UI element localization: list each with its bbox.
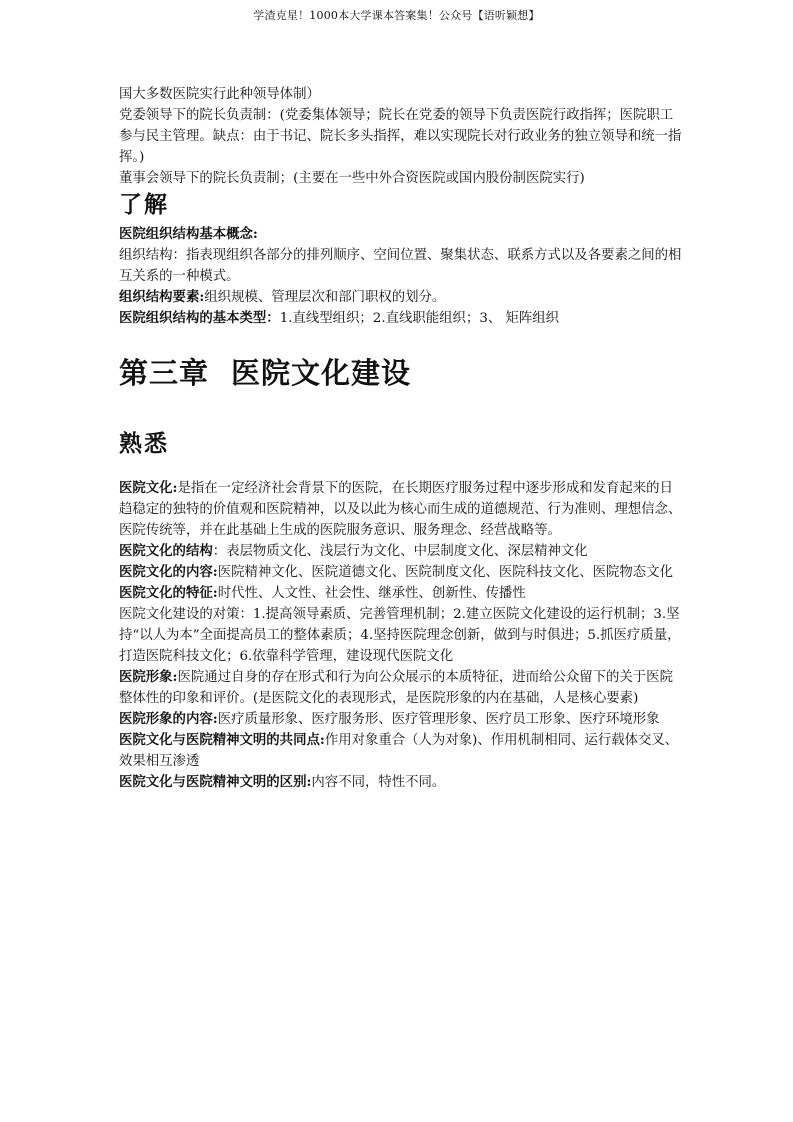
- differences-paragraph: [119, 772, 684, 793]
- image-content-paragraph: [119, 709, 684, 730]
- elements-title: 组织结构要素:: [119, 289, 205, 305]
- differences-title: 医院文化与医院精神文明的区别:: [119, 774, 312, 790]
- paragraph-party-committee: 党委领导下的院长负责制：(党委集体领导；院长在党委的领导下负责医院行政指挥；医院职工参与民主管理。缺点：由于书记、院长多头指挥，难以实现院长对行政业务的独立领导和统一指挥。): [119, 108, 682, 165]
- features-paragraph: [119, 583, 684, 604]
- chapter-title: 医院文化建设: [231, 356, 412, 390]
- paragraph-continuation: 国大多数医院实行此种领导体制）: [119, 87, 320, 102]
- image-title: 医院形象:: [119, 669, 178, 685]
- concept-heading: [119, 224, 684, 245]
- content-title: 医院文化的内容:: [119, 564, 218, 580]
- culture-title: 医院文化:: [119, 480, 178, 496]
- content-paragraph: [119, 562, 684, 583]
- image-paragraph: [119, 667, 684, 709]
- features-body: 时代性、人文性、社会性、继承性、创新性、传播性: [217, 586, 526, 601]
- differences-body: 内容不同，特性不同。: [311, 775, 446, 790]
- common-points-body: 作用对象重合（人为对象)、作用机制相同、运行载体交叉、效果相互渗透: [119, 733, 679, 769]
- chapter-number: 第三章: [119, 356, 210, 390]
- image-body: 医院通过自身的存在形式和行为向公众展示的本质特征，进而给公众留下的关于医院整体性的印象和评价。(是医院文化的表现形式，是医院形象的内在基础，人是核心要素): [119, 670, 673, 706]
- content-body: 医院精神文化、医院道德文化、医院制度文化、医院科技文化、医院物态文化: [217, 565, 673, 580]
- elements-paragraph: [119, 287, 684, 308]
- types-paragraph: [119, 308, 684, 329]
- features-title: 医院文化的特征:: [119, 585, 218, 601]
- common-points-paragraph: [119, 730, 684, 772]
- chapter-heading: [119, 353, 684, 393]
- paragraph-board-of-directors: 董事会领导下的院长负责制；(主要在一些中外合资医院或国内股份制医院实行): [119, 171, 585, 186]
- structure-body: ：表层物质文化、浅层行为文化、中层制度文化、深层精神文化: [212, 544, 588, 559]
- document-body: [119, 84, 684, 793]
- concept-title: 医院组织结构基本概念:: [119, 226, 258, 242]
- section-label-liaojie: 了解: [119, 191, 169, 218]
- culture-paragraph: [119, 478, 684, 541]
- image-content-title: 医院形象的内容:: [119, 711, 218, 727]
- measures-paragraph: 医院文化建设的对策：1.提高领导素质、完善管理机制；2.建立医院文化建设的运行机制；3.坚持“以人为本”全面提高员工的整体素质；4.坚持医院理念创新，做到与时俱进；5.抓医疗质量，打造医院科技文化；6.依靠科学管理，建设现代医院文化: [119, 607, 681, 664]
- common-points-title: 医院文化与医院精神文明的共同点:: [119, 732, 325, 748]
- section-label-shuxi: 熟悉: [119, 430, 169, 457]
- types-title: 医院组织结构的基本类型：: [119, 310, 280, 326]
- page-header: 学渣克星！1000本大学课本答案集！公众号【语听颖想】: [253, 9, 540, 22]
- types-body: 1.直线型组织；2.直线职能组织；3、 矩阵组织: [279, 311, 560, 326]
- structure-title: 医院文化的结构: [119, 543, 213, 559]
- culture-body: 是指在一定经济社会背景下的医院，在长期医疗服务过程中逐步形成和发育起来的日趋稳定的独特的价值观和医院精神，以及以此为核心而生成的道德规范、行为准则、理想信念、医院传统等，并在此基础上生成的医院服务意识、服务理念、经营战略等。: [119, 481, 682, 538]
- structure-paragraph: [119, 541, 684, 562]
- concept-paragraph: 组织结构：指表现组织各部分的排列顺序、空间位置、聚集状态、联系方式以及各要素之间的相互关系的一种模式。: [119, 248, 682, 284]
- elements-body: 组织规模、管理层次和部门职权的划分。: [204, 290, 446, 305]
- image-content-body: 医疗质量形象、医疗服务形、医疗管理形象、医疗员工形象、医疗环境形象: [217, 712, 660, 727]
